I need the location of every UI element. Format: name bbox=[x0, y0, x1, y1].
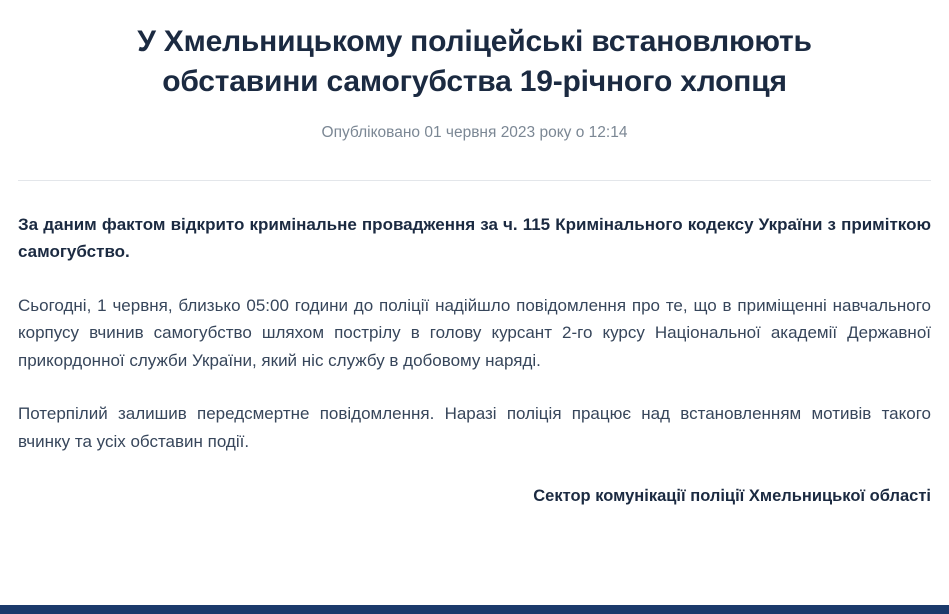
article-paragraph: Сьогодні, 1 червня, близько 05:00 години до поліції надійшло повідомлення про те, що в приміщенні навчального корпусу вчинив самогубство шляхом пострілу в голову курсант 2-го курсу Національної академії Державної прикордонної служби України, який ніс службу в добовому наряді. bbox=[18, 295, 931, 370]
footer-accent-bar bbox=[0, 605, 949, 614]
article-paragraph: Потерпілий залишив передсмертне повідомлення. Наразі поліція працює над встановленням мотивів такого вчинку та усіх обставин події. bbox=[18, 404, 931, 451]
article-lead: За даним фактом відкрито кримінальне провадження за ч. 115 Кримінального кодексу України з приміткою самогубство. bbox=[18, 214, 931, 262]
page-title: У Хмельницькому поліцейські встановлюють обставини самогубства 19-річного хлопця bbox=[137, 25, 812, 98]
article-signature: Сектор комунікації поліції Хмельницької області bbox=[533, 486, 931, 505]
published-timestamp: Опубліковано 01 червня 2023 року о 12:14 bbox=[321, 123, 628, 141]
